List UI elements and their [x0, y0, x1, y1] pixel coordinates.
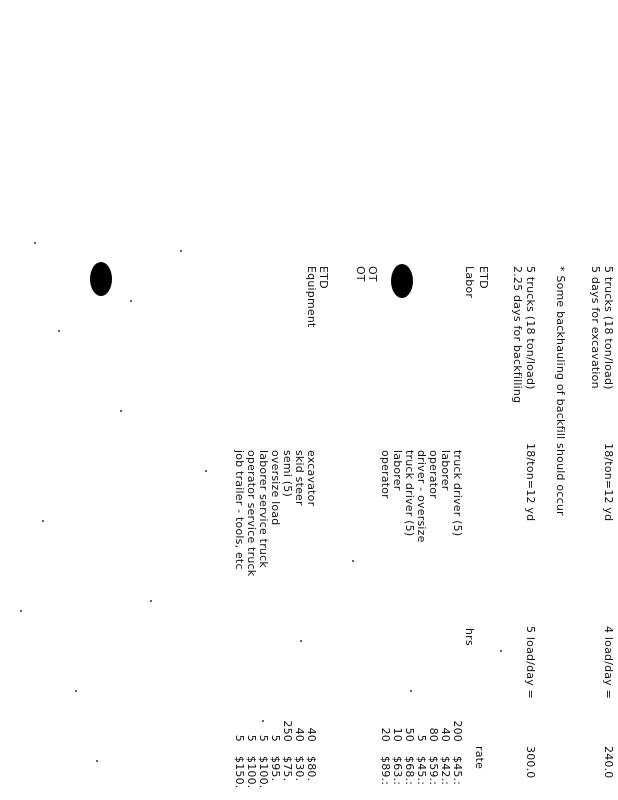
- scan-speck: [205, 470, 207, 472]
- equipment-hrs: 5: [245, 734, 258, 742]
- labor-rate: $89.:: [379, 756, 392, 786]
- scan-speck: [96, 760, 98, 762]
- labor-hrs: 40: [439, 727, 452, 742]
- labor-rate: $68.:: [403, 756, 416, 786]
- trucks-line-3-rate: 5 load/day =: [524, 626, 537, 700]
- trucks-line-1-conversion: 18/ton=12 yd: [602, 443, 615, 522]
- equipment-item: operator service truck: [245, 450, 258, 577]
- trucks-line-1-rate: 4 load/day =: [602, 626, 615, 700]
- section-ot-2: OT: [354, 266, 367, 282]
- equipment-hrs: 5: [233, 734, 246, 742]
- trucks-line-3: 5 trucks (18 ton/load): [524, 266, 537, 390]
- scan-speck: [58, 330, 60, 332]
- trucks-line-4: 2.25 days for backfilling: [511, 266, 524, 404]
- scan-speck: [34, 242, 36, 244]
- equipment-rate: $75.: [281, 756, 294, 782]
- labor-rate: $45.:: [451, 756, 464, 786]
- trucks-line-2: 5 days for excavation: [589, 266, 602, 389]
- equipment-item: excavator: [305, 450, 318, 507]
- equipment-hrs: 5: [257, 734, 270, 742]
- labor-hrs: 20: [379, 727, 392, 742]
- section-equipment: Equipment: [305, 266, 318, 328]
- labor-hrs: 10: [391, 727, 404, 742]
- equipment-rate: $30.: [293, 756, 306, 782]
- scan-speck: [352, 560, 354, 562]
- equipment-rate: $100.: [257, 756, 270, 789]
- scan-speck: [410, 690, 412, 692]
- labor-item: truck driver (5): [451, 450, 464, 537]
- equipment-hrs: 5: [269, 734, 282, 742]
- scan-speck: [42, 520, 44, 522]
- labor-rate: $42.:: [439, 756, 452, 786]
- scan-speck: [150, 600, 152, 602]
- labor-rate: $45.:: [415, 756, 428, 786]
- equipment-hrs: 250: [281, 720, 294, 742]
- section-ot-1: OT: [366, 266, 379, 282]
- section-etd-2: ETD: [317, 266, 330, 289]
- section-etd: ETD: [477, 266, 490, 289]
- labor-hrs: 50: [403, 727, 416, 742]
- labor-hrs: 80: [427, 727, 440, 742]
- equipment-hrs: 40: [305, 727, 318, 742]
- equipment-item: oversize load: [269, 450, 282, 526]
- backhaul-note: * Some backhauling of backfill should occur: [554, 266, 567, 516]
- section-labor: Labor: [463, 266, 476, 299]
- column-header-rate: rate: [473, 746, 486, 770]
- equipment-item: laborer service truck: [257, 450, 270, 568]
- labor-item: truck driver (5): [403, 450, 416, 537]
- scan-speck: [180, 250, 182, 252]
- trucks-line-3-conversion: 18/ton=12 yd: [524, 443, 537, 522]
- scan-speck: [500, 650, 502, 652]
- labor-rate: $63.:: [391, 756, 404, 786]
- scan-speck: [20, 610, 22, 612]
- labor-item: laborer: [391, 450, 404, 491]
- equipment-rate: $150.: [233, 756, 246, 789]
- labor-item: laborer: [439, 450, 452, 491]
- column-header-hrs: hrs: [463, 628, 476, 646]
- scan-speck: [300, 640, 302, 642]
- scan-speck: [120, 410, 122, 412]
- labor-item: operator: [427, 450, 440, 499]
- trucks-line-1-value: 240.0: [602, 746, 615, 779]
- equipment-rate: $95.: [269, 756, 282, 782]
- equipment-rate: $100.: [245, 756, 258, 789]
- equipment-hrs: 40: [293, 727, 306, 742]
- equipment-item: semi (5): [281, 450, 294, 497]
- labor-item: operator: [379, 450, 392, 499]
- scan-speck: [262, 720, 264, 722]
- equipment-rate: $80.: [305, 756, 318, 782]
- labor-rate: $59.:: [427, 756, 440, 786]
- equipment-item: job trailer - tools, etc: [233, 450, 246, 570]
- labor-hrs: 200: [451, 720, 464, 742]
- trucks-line-1: 5 trucks (18 ton/load): [602, 266, 615, 390]
- equipment-item: skid steer: [293, 450, 306, 506]
- labor-item: driver - oversize: [415, 450, 428, 543]
- labor-hrs: 5: [415, 734, 428, 742]
- scan-speck: [130, 300, 132, 302]
- trucks-line-3-value: 300.0: [524, 746, 537, 779]
- scan-speck: [75, 690, 77, 692]
